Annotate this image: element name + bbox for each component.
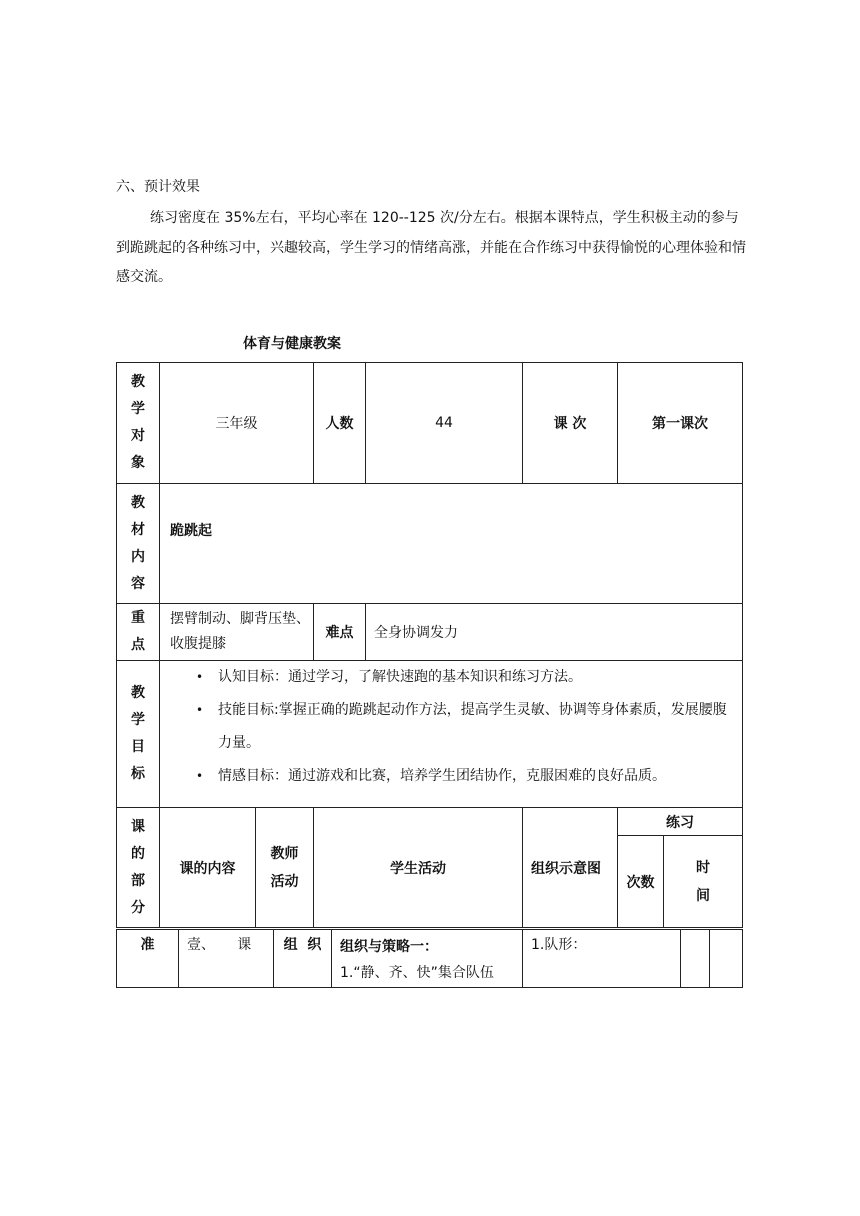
label-material: 教 材 内 容 [117,484,160,604]
header-teacher: 教师 活动 [256,808,314,928]
header-content: 课的内容 [160,808,256,928]
row-header-top [117,808,743,836]
prep-diagram: 1.队形： [523,930,681,988]
difficulty-label: 难点 [314,604,366,661]
label-goals: 教 学 目 标 [117,661,160,808]
count-value: 44 [366,363,523,484]
row-goals [117,661,743,808]
row-material [117,484,743,604]
expected-effect-paragraph [116,204,746,293]
row-target [117,363,743,484]
goals-cell [160,661,743,808]
label-key-points: 重 点 [117,604,160,661]
label-teaching-target: 教 学 对 象 [117,363,160,484]
header-time: 时 间 [664,836,743,928]
prep-times [681,930,710,988]
grade-value: 三年级 [160,363,314,484]
difficulty-value: 全身协调发力 [366,604,743,661]
header-practice: 练习 [618,808,743,836]
row-preparation [117,930,743,988]
section-heading: 六、预计效果 [116,179,200,195]
material-value: 跪跳起 [160,484,743,604]
part-prep: 准 [117,930,179,988]
lesson-detail-table [116,929,743,988]
prep-content: 壹、 课 [179,930,274,988]
header-student: 学生活动 [314,808,523,928]
label-lesson-part: 课 的 部 分 [117,808,160,928]
strategy-item: 1.“静、齐、快”集合队伍 [340,965,494,981]
goals-list [160,661,742,793]
lesson-plan-table [116,362,743,928]
table-title: 体育与健康教案 [243,336,341,352]
lesson-value: 第一课次 [618,363,743,484]
count-label: 人数 [314,363,366,484]
strategy-title: 组织与策略一： [340,939,438,955]
paragraph-text: 练习密度在 35%左右，平均心率在 120--125 次/分左右。根据本课特点，学生积极主动的参与到跪跳起的各种练习中，兴趣较高，学生学习的情绪高涨，并能在合作练习中获得愉悦的心理体验和情感交流。 [116,210,746,285]
prep-teacher: 组 织 [274,930,332,988]
lesson-label: 课 次 [523,363,618,484]
goal-cognitive: • 认知目标：通过学习，了解快速跑的基本知识和练习方法。 [160,661,742,694]
header-diagram: 组织示意图 [523,808,618,928]
prep-time [710,930,743,988]
prep-student [332,930,523,988]
row-key-points [117,604,743,661]
goal-emotional: • 情感目标：通过游戏和比赛，培养学生团结协作，克服困难的良好品质。 [160,760,742,793]
goal-skill: • 技能目标:掌握正确的跪跳起动作方法，提高学生灵敏、协调等身体素质，发展腰腹力量。 [160,694,742,760]
key-points-value: 摆臂制动、脚背压垫、收腹提膝 [160,604,314,661]
header-times: 次数 [618,836,664,928]
